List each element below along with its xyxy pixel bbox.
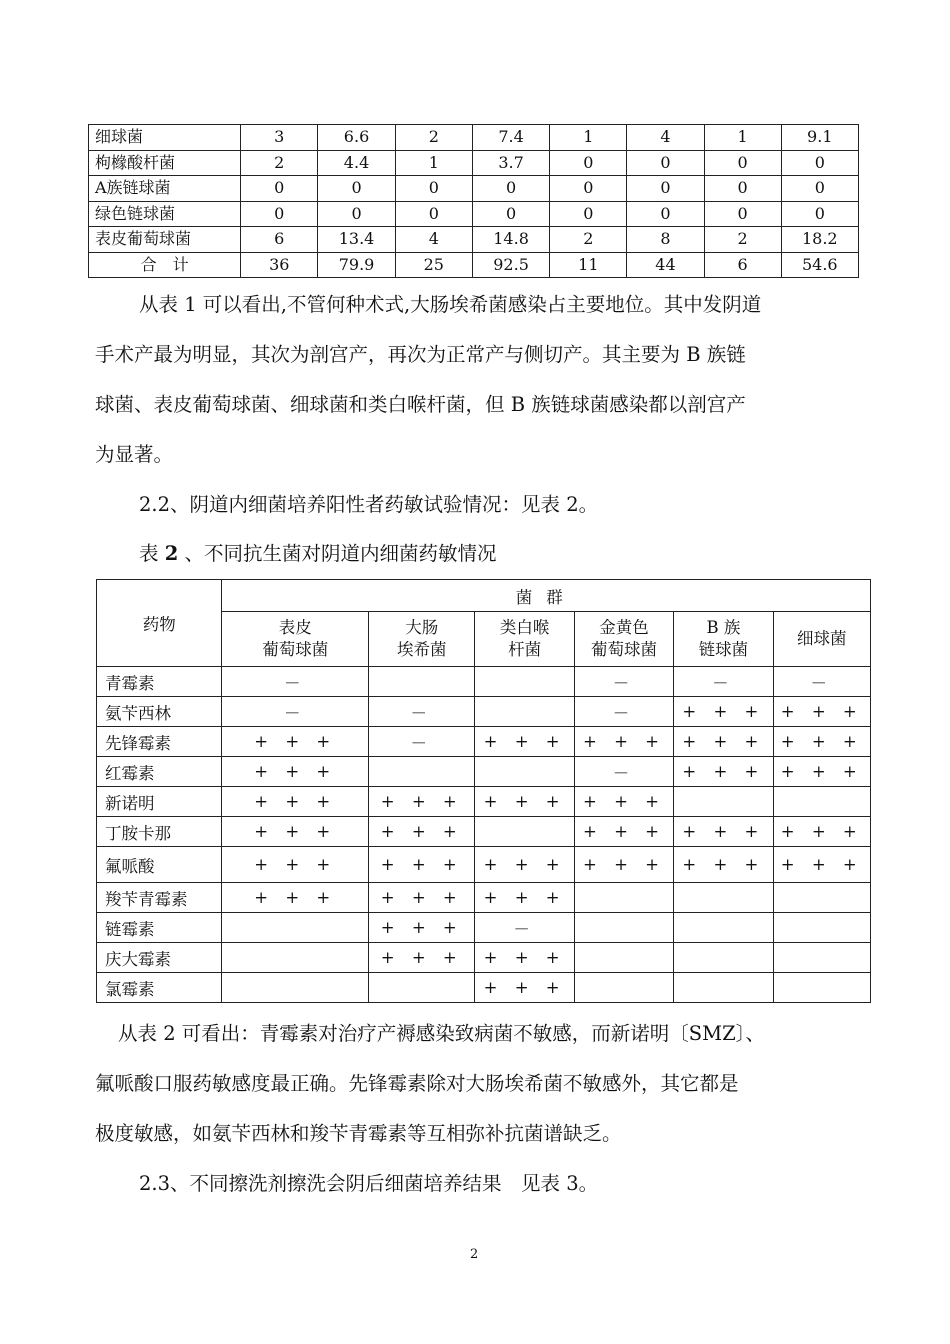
paragraph-1-line-1: 从表 1 可以看出,不管何种术式,大肠埃希菌感染占主要地位。其中发阴道 (139, 293, 762, 316)
bacteria-column-header (222, 612, 369, 667)
sensitivity-cell (475, 757, 574, 787)
table-row (97, 913, 871, 943)
drug-name-cell: 氟哌酸 (97, 847, 222, 883)
table-cell: 4.4 (318, 150, 395, 176)
drug-name-cell: 庆大霉素 (97, 943, 222, 973)
bacteria-column-header (369, 612, 475, 667)
column-header-line-1: 金黄色 (599, 618, 649, 637)
table-cell: 0 (318, 201, 395, 227)
sensitivity-cell (674, 883, 773, 913)
column-header-line-1: 大肠 (405, 618, 439, 637)
table-row (89, 176, 859, 202)
table-2-caption (139, 541, 496, 567)
sensitivity-cell (574, 883, 673, 913)
sensitivity-cell: － (574, 757, 673, 787)
sensitivity-cell: － (222, 667, 369, 697)
table-2-header-row-1 (97, 580, 871, 612)
table-cell: 54.6 (781, 252, 858, 278)
drug-name-cell: 羧苄青霉素 (97, 883, 222, 913)
table-cell: 8 (627, 227, 704, 253)
sensitivity-cell: － (574, 667, 673, 697)
sensitivity-cell (475, 697, 574, 727)
bacteria-name-cell: 绿色链球菌 (89, 201, 241, 227)
table-row (89, 252, 859, 278)
table-cell: 92.5 (472, 252, 549, 278)
sensitivity-cell: + + + (773, 817, 870, 847)
sensitivity-cell (574, 973, 673, 1003)
table-cell: 2 (395, 125, 472, 151)
table-cell: 6.6 (318, 125, 395, 151)
table-cell: 11 (550, 252, 627, 278)
column-header-line-2: 链球菌 (698, 640, 749, 659)
sensitivity-cell: + + + (222, 757, 369, 787)
sensitivity-cell: + + + (674, 757, 773, 787)
table-row (97, 847, 871, 883)
table-row (97, 973, 871, 1003)
table-cell: 0 (395, 176, 472, 202)
table-cell: 0 (781, 150, 858, 176)
table-row (97, 757, 871, 787)
column-header-line-1: 类白喉 (499, 618, 550, 637)
sensitivity-cell: + + + (222, 883, 369, 913)
page-number: 2 (470, 1247, 479, 1262)
table-cell: 7.4 (472, 125, 549, 151)
table-row (97, 943, 871, 973)
sensitivity-cell (574, 913, 673, 943)
sensitivity-cell (674, 973, 773, 1003)
sensitivity-cell (222, 973, 369, 1003)
table-cell: 0 (627, 150, 704, 176)
table-cell: 18.2 (781, 227, 858, 253)
sensitivity-cell (369, 973, 475, 1003)
column-header-line-2: 杆菌 (508, 640, 542, 659)
table-cell: 0 (550, 176, 627, 202)
table-cell: 0 (318, 176, 395, 202)
table-row (97, 817, 871, 847)
sensitivity-cell (574, 943, 673, 973)
bacteria-name-cell: 细球菌 (89, 125, 241, 151)
drug-column-header: 药物 (97, 580, 222, 667)
drug-name-cell: 新诺明 (97, 787, 222, 817)
sensitivity-cell: － (369, 697, 475, 727)
column-header-line-1: 表皮 (278, 618, 312, 637)
drug-name-cell: 青霉素 (97, 667, 222, 697)
sensitivity-cell (773, 913, 870, 943)
sensitivity-cell: － (773, 667, 870, 697)
sensitivity-cell (674, 913, 773, 943)
table-cell: 25 (395, 252, 472, 278)
sensitivity-cell: + + + (574, 727, 673, 757)
sensitivity-cell: + + + (475, 973, 574, 1003)
table-cell: 1 (704, 125, 781, 151)
sensitivity-cell: + + + (369, 883, 475, 913)
sensitivity-cell: + + + (674, 847, 773, 883)
table-cell: 0 (627, 201, 704, 227)
section-heading-2-3: 2.3、不同擦洗剂擦洗会阴后细菌培养结果 见表 3。 (139, 1172, 599, 1195)
drug-name-cell: 氯霉素 (97, 973, 222, 1003)
sensitivity-cell: + + + (574, 787, 673, 817)
paragraph-1-line-4: 为显著。 (95, 443, 174, 466)
table-cell: 0 (395, 201, 472, 227)
sensitivity-cell (773, 973, 870, 1003)
table-cell: 0 (241, 176, 318, 202)
paragraph-1-line-2: 手术产最为明显，其次为剖宫产，再次为正常产与侧切产。其主要为 B 族链 (95, 343, 746, 366)
sensitivity-cell (475, 817, 574, 847)
table-row (97, 883, 871, 913)
sensitivity-cell: + + + (773, 847, 870, 883)
sensitivity-cell (369, 667, 475, 697)
drug-name-cell: 丁胺卡那 (97, 817, 222, 847)
table-row (97, 697, 871, 727)
sensitivity-cell (773, 943, 870, 973)
table-2-drug-sensitivity (96, 579, 871, 1003)
sensitivity-cell: － (222, 697, 369, 727)
drug-name-cell: 红霉素 (97, 757, 222, 787)
sensitivity-cell: + + + (773, 697, 870, 727)
caption-prefix: 表 (139, 542, 165, 565)
table-cell: 3 (241, 125, 318, 151)
table-cell: 0 (781, 201, 858, 227)
bacteria-name-cell: 表皮葡萄球菌 (89, 227, 241, 253)
sensitivity-cell (475, 667, 574, 697)
table-row (97, 787, 871, 817)
sensitivity-cell: + + + (574, 847, 673, 883)
table-cell: 0 (627, 176, 704, 202)
table-cell: 0 (704, 176, 781, 202)
table-cell: 0 (704, 201, 781, 227)
table-cell: 2 (550, 227, 627, 253)
sensitivity-cell: + + + (222, 817, 369, 847)
table-cell: 2 (241, 150, 318, 176)
table-cell: 0 (704, 150, 781, 176)
table-cell: 2 (704, 227, 781, 253)
table-cell: 0 (550, 150, 627, 176)
bacteria-group-header: 菌群 (222, 580, 871, 612)
table-row (97, 667, 871, 697)
sensitivity-cell (222, 943, 369, 973)
bacteria-name-cell: A族链球菌 (89, 176, 241, 202)
sensitivity-cell: + + + (369, 847, 475, 883)
table-row (89, 201, 859, 227)
column-header-line-2: 葡萄球菌 (591, 640, 658, 659)
sensitivity-cell (674, 943, 773, 973)
sensitivity-cell: + + + (222, 727, 369, 757)
table-row (97, 727, 871, 757)
table-cell: 0 (472, 176, 549, 202)
section-heading-2-2: 2.2、阴道内细菌培养阳性者药敏试验情况：见表 2。 (139, 493, 599, 516)
table-cell: 79.9 (318, 252, 395, 278)
column-header-line-2: 埃希菌 (397, 640, 447, 659)
sensitivity-cell: + + + (475, 727, 574, 757)
paragraph-2-line-2: 氟哌酸口服药敏感度最正确。先锋霉素除对大肠埃希菌不敏感外，其它都是 (95, 1072, 739, 1095)
table-cell: 9.1 (781, 125, 858, 151)
bacteria-column-header (773, 612, 870, 667)
table-cell: 13.4 (318, 227, 395, 253)
drug-name-cell: 氨苄西林 (97, 697, 222, 727)
sensitivity-cell (222, 913, 369, 943)
sensitivity-cell: + + + (475, 847, 574, 883)
table-cell: 44 (627, 252, 704, 278)
column-header-line-2: 葡萄球菌 (262, 640, 329, 659)
table-cell: 1 (395, 150, 472, 176)
table-cell: 0 (781, 176, 858, 202)
drug-name-cell: 链霉素 (97, 913, 222, 943)
table-row (89, 150, 859, 176)
table-row (89, 227, 859, 253)
sensitivity-cell: + + + (369, 913, 475, 943)
sensitivity-cell: + + + (773, 727, 870, 757)
bacteria-name-cell: 枸橼酸杆菌 (89, 150, 241, 176)
bacteria-column-header (674, 612, 773, 667)
table-cell: 0 (550, 201, 627, 227)
sensitivity-cell: － (369, 727, 475, 757)
sensitivity-cell (674, 787, 773, 817)
table-cell: 4 (627, 125, 704, 151)
paragraph-2-line-3: 极度敏感，如氨苄西林和羧苄青霉素等互相弥补抗菌谱缺乏。 (95, 1122, 622, 1145)
sensitivity-cell (773, 787, 870, 817)
bacteria-name-cell: 合 计 (89, 252, 241, 278)
bacteria-column-header (475, 612, 574, 667)
sensitivity-cell: + + + (574, 817, 673, 847)
table-cell: 4 (395, 227, 472, 253)
paragraph-1-line-3: 球菌、表皮葡萄球菌、细球菌和类白喉杆菌，但 B 族链球菌感染都以剖宫产 (95, 393, 746, 416)
table-cell: 14.8 (472, 227, 549, 253)
column-header-line-1: 细球菌 (797, 629, 847, 648)
sensitivity-cell: － (674, 667, 773, 697)
bacteria-column-header (574, 612, 673, 667)
column-header-line-1: B 族 (706, 618, 741, 637)
paragraph-2-line-1: 从表 2 可看出：青霉素对治疗产褥感染致病菌不敏感，而新诺明〔SMZ〕、 (118, 1022, 765, 1045)
caption-number: 2 (164, 542, 179, 565)
table-cell: 3.7 (472, 150, 549, 176)
drug-name-cell: 先锋霉素 (97, 727, 222, 757)
sensitivity-cell: + + + (475, 883, 574, 913)
sensitivity-cell: + + + (222, 787, 369, 817)
table-cell: 6 (704, 252, 781, 278)
table-1-continuation (88, 124, 859, 278)
table-cell: 6 (241, 227, 318, 253)
sensitivity-cell: + + + (773, 757, 870, 787)
sensitivity-cell: + + + (369, 943, 475, 973)
sensitivity-cell (773, 883, 870, 913)
sensitivity-cell: + + + (674, 817, 773, 847)
table-row (89, 125, 859, 151)
sensitivity-cell: + + + (369, 817, 475, 847)
table-cell: 1 (550, 125, 627, 151)
table-cell: 0 (472, 201, 549, 227)
sensitivity-cell: + + + (674, 697, 773, 727)
sensitivity-cell: + + + (475, 787, 574, 817)
sensitivity-cell: － (475, 913, 574, 943)
sensitivity-cell (369, 757, 475, 787)
caption-text: 、不同抗生菌对阴道内细菌药敏情况 (178, 542, 497, 565)
table-cell: 0 (241, 201, 318, 227)
sensitivity-cell: － (574, 697, 673, 727)
table-cell: 36 (241, 252, 318, 278)
sensitivity-cell: + + + (674, 727, 773, 757)
sensitivity-cell: + + + (222, 847, 369, 883)
sensitivity-cell: + + + (475, 943, 574, 973)
sensitivity-cell: + + + (369, 787, 475, 817)
